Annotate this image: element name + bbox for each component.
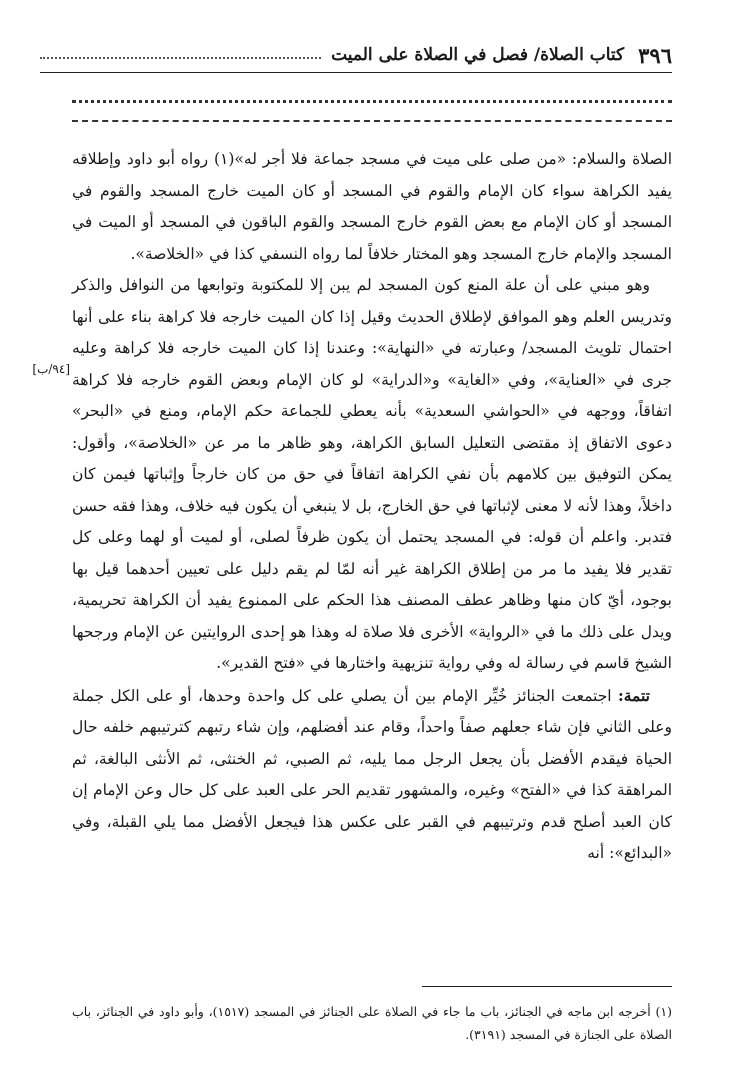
main-text <box>72 144 672 870</box>
paragraph-3 <box>72 680 672 870</box>
header-dotted-leader <box>40 57 321 59</box>
running-header <box>40 38 672 73</box>
paragraph-2: وهو مبني على أن علة المنع كون المسجد لم يبن إلا للمكتوبة وتوابعها من النوافل والذكر وتدريس العلم وهو الموافق لإطلاق الحديث وقيل إذا كان الميت خارجه فلا كراهة بناء على أنها احتمال تلويث المسجد/ وعبارته في «النهاية»: وعندنا إذا كان الميت خارجه فلا كراهة وعليه جرى في «العناية»، وفي «الغاية» و«الدراية» لو كان الإمام وبعض القوم خارجه فلا كراهة اتفاقاً، ووجهه في «الحواشي السعدية» بأنه يعطي للجماعة حكم الإمام، ومنع في «البحر» دعوى الاتفاق إذ مقتضى التعليل السابق الكراهة، وهو ظاهر ما مر عن «الخلاصة»، وأقول: يمكن التوفيق بين كلامهم بأن نفي الكراهة اتفاقاً في حق من كان خارجاً وإثباتها فيمن كان داخلاً، وهذا لأنه لا معنى لإثباتها في حق الخارج، بل لا ينبغي أن يكون فيه خلاف، وهذا فقه حسن فتدبر. واعلم أن قوله: في المسجد يحتمل أن يكون ظرفاً لصلى، أو لميت أو لهما وعلى كل تقدير فلا يفيد ما مر من إطلاق الكراهة غير أنه لمّا لم يقم دليل على تعيين أحدهما قيل بها بوجود، أيّ كان منها وظاهر عطف المصنف هذا الحكم على الممنوع يفيد أن الكراهة تحريمية، ويدل على ذلك ما في «الرواية» الأخرى فلا صلاة له وهذا هو إحدى الروايتين عن الإمام ورجحها الشيخ قاسم في رسالة له وفي رواية تنزيهية واختارها في «فتح القدير». <box>72 276 672 672</box>
paragraph-3-lead: تتمة: <box>618 685 650 705</box>
page-number: ٣٩٦ <box>638 42 672 68</box>
footnote-rule <box>422 986 672 987</box>
chapter-title: كتاب الصلاة/ فصل في الصلاة على الميت <box>331 45 625 65</box>
paragraph-1: الصلاة والسلام: «من صلى على ميت في مسجد جماعة فلا أجر له»(١) رواه أبو داود وإطلاقه يفيد الكراهة سواء كان الإمام والقوم في المسجد أو كان الميت خارج المسجد والقوم في المسجد أو كان الإمام مع بعض القوم خارج المسجد والقوم الباقون في المسجد أو الميت في المسجد والإمام خارج المسجد وهو المختار خلافاً لما رواه النسفي كذا في «الخلاصة». <box>72 150 672 263</box>
dashed-separator <box>72 120 672 122</box>
manuscript-folio-marker: [٩٤/ب] <box>32 362 70 376</box>
footnote: (١) أخرجه ابن ماجه في الجنائز، باب ما جاء في الصلاة على الجنائز في المسجد (١٥١٧)، وأبو داود في الجنائز، باب الصلاة على الجنازة في المسجد (٣١٩١). <box>72 1004 672 1042</box>
paragraph-3-text: اجتمعت الجنائز خُيِّر الإمام بين أن يصلي على كل واحدة وحدها، أو على الكل جملة وعلى الثاني فإن شاء جعلهم صفاً واحداً، وقام عند أفضلهم، وإن شاء رتبهم كترتيبهم خلفه حال الحياة فيقدم الأفضل بأن يجعل الرجل مما يليه، ثم الصبي، ثم الخنثى، ثم الأنثى البالغة، ثم المراهقة كذا في «الفتح» وغيره، والمشهور تقديم الحر على العبد على كل حال وعن الإمام إن كان العبد أصلح قدم وترتيبهم في القبر على عكس هذا فيجعل الأفضل مما يلي القبلة، وفي «البدائع»: أنه <box>72 686 672 862</box>
dotted-separator <box>72 100 672 103</box>
